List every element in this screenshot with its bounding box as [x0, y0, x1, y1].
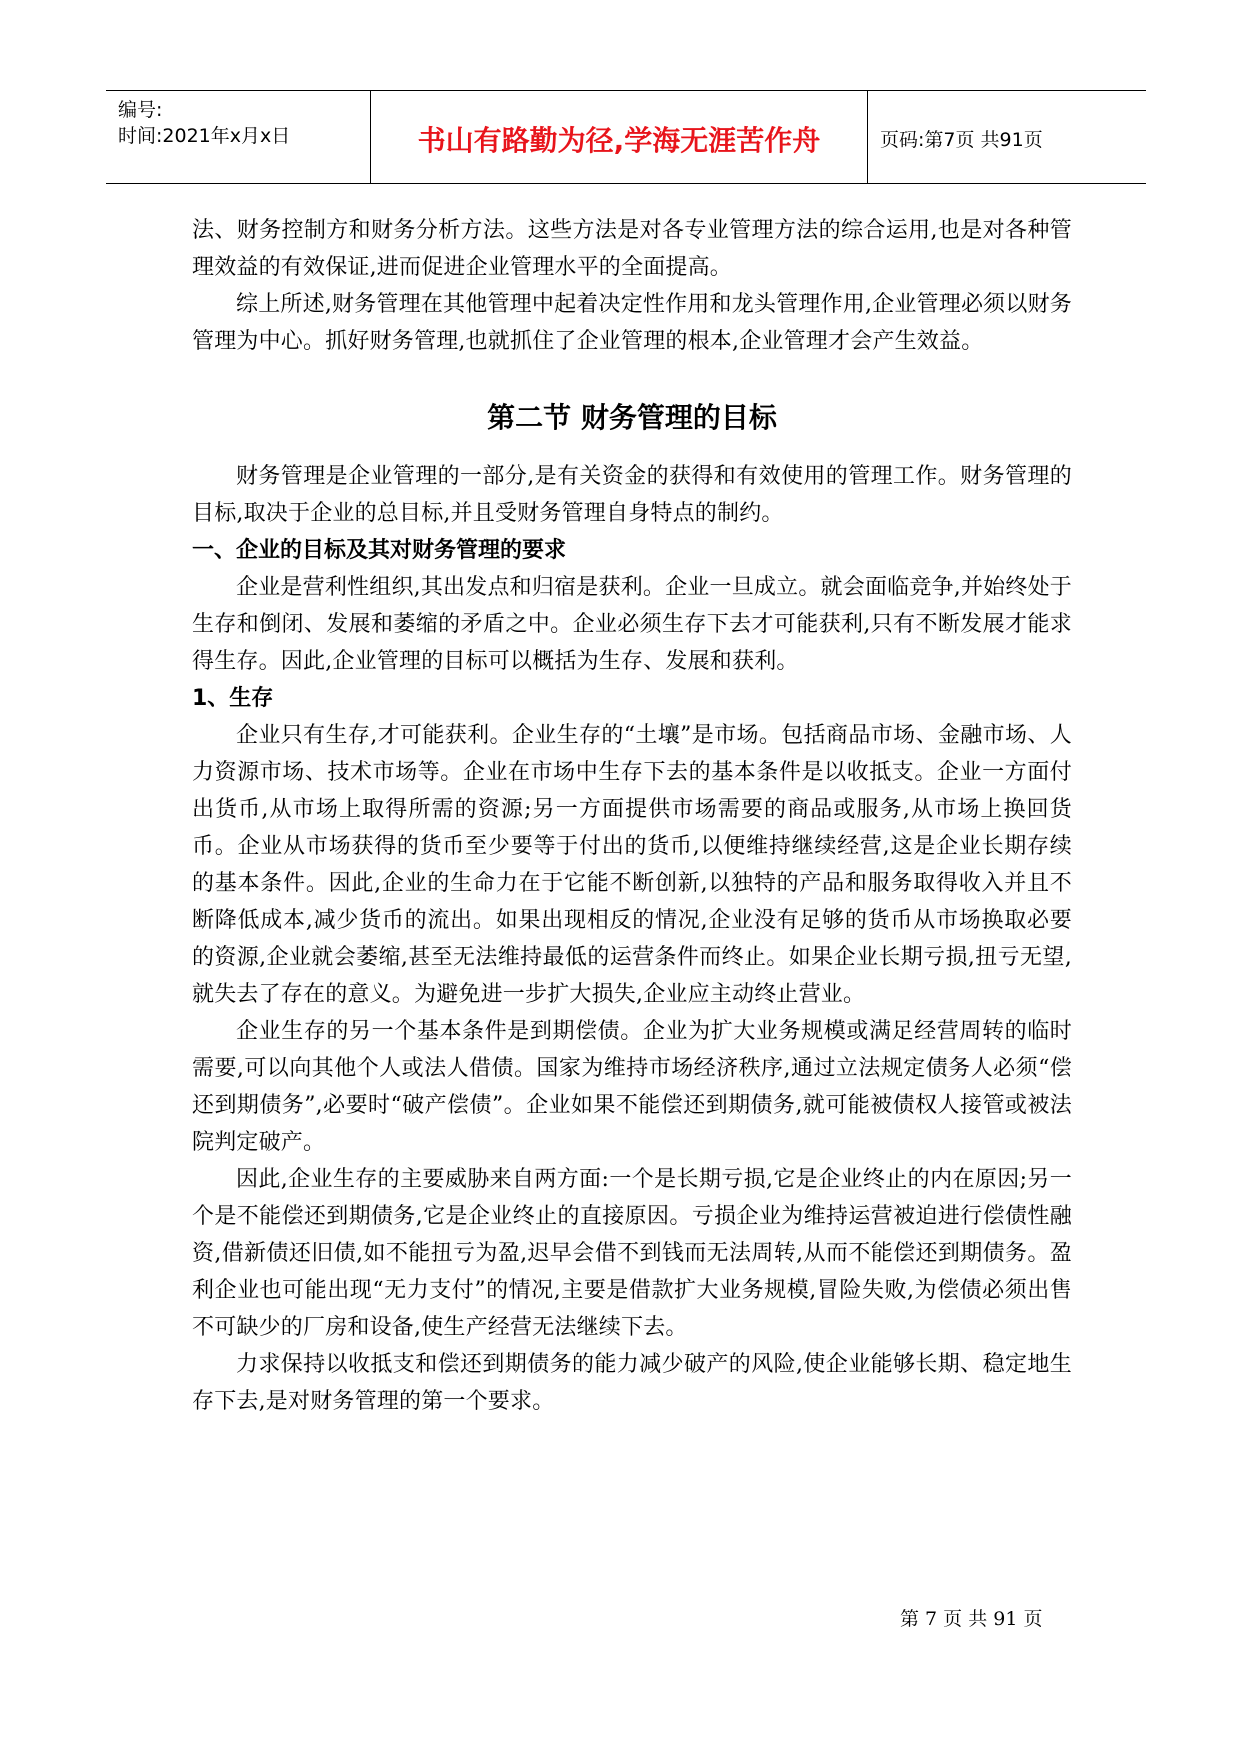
header-middle-cell — [370, 91, 868, 183]
document-time-label: 时间:2021年x月x日 — [118, 125, 291, 147]
document-number-label: 编号: — [118, 99, 163, 121]
document-body — [192, 212, 1072, 1420]
header-right-cell — [866, 91, 1146, 183]
header-motto: 书山有路勤为径,学海无涯苦作舟 — [417, 124, 821, 157]
paragraph-4: 企业是营利性组织,其出发点和归宿是获利。企业一旦成立。就会面临竞争,并始终处于生存和倒闭、发展和萎缩的矛盾之中。企业必须生存下去才可能获利,只有不断发展才能求得生存。因此,企业管理的目标可以概括为生存、发展和获利。 — [192, 575, 1072, 674]
paragraph-8: 力求保持以收抵支和偿还到期债务的能力减少破产的风险,使企业能够长期、稳定地生存下去,是对财务管理的第一个要求。 — [192, 1352, 1072, 1414]
paragraph-5: 企业只有生存,才可能获利。企业生存的“土壤”是市场。包括商品市场、金融市场、人力资源市场、技术市场等。企业在市场中生存下去的基本条件是以收抵支。企业一方面付出货币,从市场上取得所需的资源;另一方面提供市场需要的商品或服务,从市场上换回货币。企业从市场获得的货币至少要等于付出的货币,以便维持继续经营,这是企业长期存续的基本条件。因此,企业的生命力在于它能不断创新,以独特的产品和服务取得收入并且不断降低成本,减少货币的流出。如果出现相反的情况,企业没有足够的货币从市场换取必要的资源,企业就会萎缩,甚至无法维持最低的运营条件而终止。如果企业长期亏损,扭亏无望,就失去了存在的意义。为避免进一步扩大损失,企业应主动终止营业。 — [192, 723, 1072, 1007]
page-footer-number: 第 7 页 共 91 页 — [900, 1608, 1043, 1630]
header-left-cell — [106, 91, 370, 183]
paragraph-7: 因此,企业生存的主要威胁来自两方面:一个是长期亏损,它是企业终止的内在原因;另一个是不能偿还到期债务,它是企业终止的直接原因。亏损企业为维持运营被迫进行偿债性融资,借新债还旧债,如不能扭亏为盈,迟早会借不到钱而无法周转,从而不能偿还到期债务。盈利企业也可能出现“无力支付”的情况,主要是借款扩大业务规模,冒险失败,为偿债必须出售不可缺少的厂房和设备,使生产经营无法继续下去。 — [192, 1167, 1072, 1340]
paragraph-1: 法、财务控制方和财务分析方法。这些方法是对各专业管理方法的综合运用,也是对各种管理效益的有效保证,进而促进企业管理水平的全面提高。 — [192, 218, 1072, 280]
paragraph-3: 财务管理是企业管理的一部分,是有关资金的获得和有效使用的管理工作。财务管理的目标,取决于企业的总目标,并且受财务管理自身特点的制约。 — [192, 464, 1072, 526]
heading-enterprise-goals: 一、企业的目标及其对财务管理的要求 — [192, 538, 567, 563]
header-page-info: 页码:第7页 共91页 — [880, 129, 1043, 151]
page-header — [106, 90, 1146, 184]
section-title: 第二节 财务管理的目标 — [487, 401, 777, 434]
heading-survival: 1、生存 — [192, 686, 274, 711]
paragraph-6: 企业生存的另一个基本条件是到期偿债。企业为扩大业务规模或满足经营周转的临时需要,可以向其他个人或法人借债。国家为维持市场经济秩序,通过立法规定债务人必须“偿还到期债务”,必要时“破产偿债”。企业如果不能偿还到期债务,就可能被债权人接管或被法院判定破产。 — [192, 1019, 1072, 1155]
paragraph-2: 综上所述,财务管理在其他管理中起着决定性作用和龙头管理作用,企业管理必须以财务管理为中心。抓好财务管理,也就抓住了企业管理的根本,企业管理才会产生效益。 — [192, 292, 1072, 354]
